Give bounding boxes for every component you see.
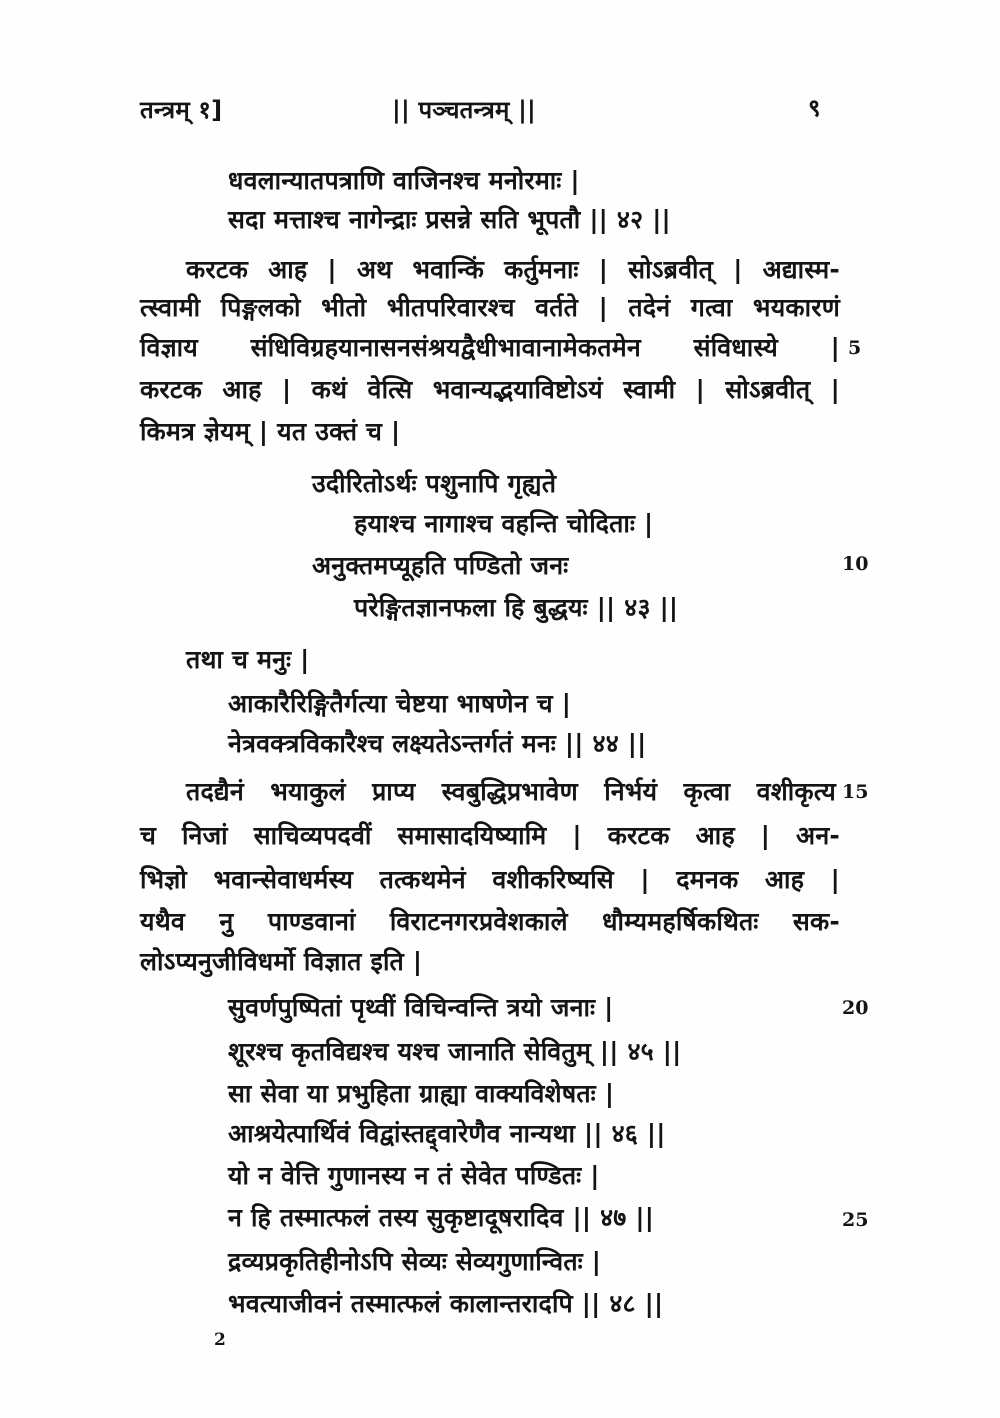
prose-2-line-1: तदद्यैनं भयाकुलं प्राप्य स्वबुद्धिप्रभावेण निर्भयं कृत्वा वशीकृत्य [186,777,836,806]
page-number: ९ [808,94,821,122]
signature-mark: 2 [214,1330,226,1350]
verse-43-line-4: परेङ्गितज्ञानफला हि बुद्धयः || ४३ || [354,593,679,622]
line-number-25: 25 [842,1209,869,1231]
prose-2-line-3: भिज्ञो भवान्सेवाधर्मस्य तत्कथमेनं वशीकरिष्यसि | दमनक आह | [140,865,840,894]
verse-47-line-2: न हि तस्मात्फलं तस्य सुकृष्टादूषरादिव || ४७ || [228,1203,655,1232]
verse-42-line-1: धवलान्यातपत्राणि वाजिनश्च मनोरमाः | [228,166,580,195]
verse-44-line-2: नेत्रवक्त्रविकारैश्च लक्ष्यतेऽन्तर्गतं मनः || ४४ || [228,729,647,758]
verse-46-line-1: सा सेवा या प्रभुहिता ग्राह्या वाक्यविशेषतः | [228,1079,615,1108]
prose-1-line-4: करटक आह | कथं वेत्सि भवान्यद्भयाविष्टोऽयं स्वामी | सोऽब्रवीत् | [140,375,840,404]
verse-43-line-3: अनुक्तमप्यूहति पण्डितो जनः [312,551,569,580]
prose-2-line-2: च निजां साचिव्यपदवीं समासादयिष्यामि | करटक आह | अन- [140,821,840,850]
verse-44-line-1: आकारैरिङ्गितैर्गत्या चेष्टया भाषणेन च | [228,689,572,718]
prose-1-line-1: करटक आह | अथ भवान्किं कर्तुमनाः | सोऽब्रवीत् | अद्यास्म- [186,255,840,284]
line-number-10: 10 [842,553,869,575]
running-header-left: तन्त्रम् १] [140,96,223,124]
running-header-title: || पञ्चतन्त्रम् || [392,96,537,124]
verse-48-line-2: भवत्याजीवनं तस्मात्फलं कालान्तरादपि || ४८ || [228,1289,664,1318]
prose-1-line-5: किमत्र ज्ञेयम् | यत उक्तं च | [140,417,401,446]
verse-42-line-2: सदा मत्ताश्च नागेन्द्राः प्रसन्ने सति भूपतौ || ४२ || [228,205,671,234]
prose-1-line-2: त्स्वामी पिङ्गलको भीतो भीतपरिवारश्च वर्तते | तदेनं गत्वा भयकारणं [140,293,840,322]
line-number-20: 20 [842,997,869,1019]
verse-45-line-2: शूरश्च कृतविद्यश्च यश्च जानाति सेवितुम् || ४५ || [228,1037,682,1066]
verse-43-line-2: हयाश्च नागाश्च वहन्ति चोदिताः | [354,509,654,538]
prose-2-line-5: लोऽप्यनुजीविधर्मो विज्ञात इति | [140,947,423,976]
manu-citation: तथा च मनुः | [186,645,310,674]
verse-46-line-2: आश्रयेत्पार्थिवं विद्वांस्तद्द्वारेणैव नान्यथा || ४६ || [228,1119,666,1148]
prose-1-line-3: विज्ञाय संधिविग्रहयानासनसंश्रयद्वैधीभावानामेकतमेन संविधास्ये | [140,333,840,362]
line-number-5: 5 [848,337,862,359]
verse-47-line-1: यो न वेत्ति गुणानस्य न तं सेवेत पण्डितः | [228,1161,600,1190]
line-number-15: 15 [842,781,869,803]
verse-45-line-1: सुवर्णपुष्पितां पृथ्वीं विचिन्वन्ति त्रयो जनाः | [228,993,614,1022]
verse-43-line-1: उदीरितोऽर्थः पशुनापि गृह्यते [312,469,557,498]
verse-48-line-1: द्रव्यप्रकृतिहीनोऽपि सेव्यः सेव्यगुणान्वितः | [228,1247,602,1276]
prose-2-line-4: यथैव नु पाण्डवानां विराटनगरप्रवेशकाले धौम्यमहर्षिकथितः सक- [140,907,840,936]
